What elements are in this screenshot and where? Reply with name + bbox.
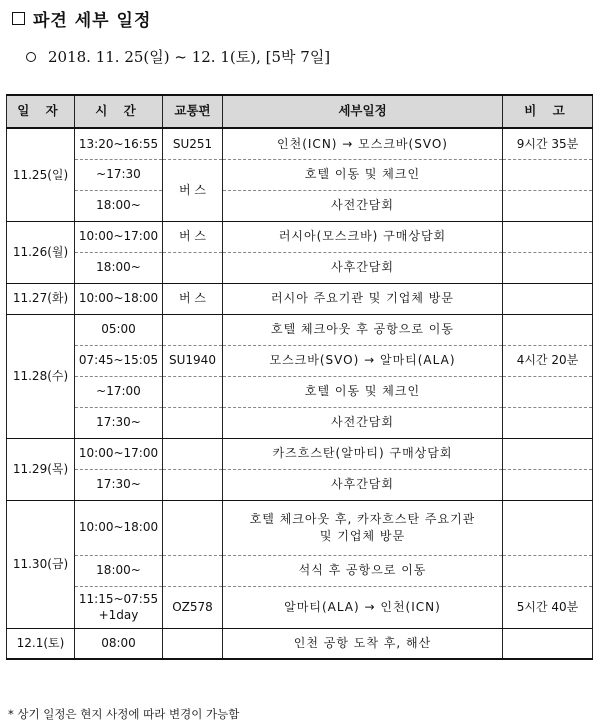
table-row [7, 314, 593, 345]
table-row [7, 128, 593, 159]
detail-cell: 사전간담회 [223, 407, 503, 438]
note-cell [503, 190, 593, 221]
table-row [7, 283, 593, 314]
time-cell: 11:15~07:55 +1day [75, 586, 163, 628]
time-cell: 10:00~18:00 [75, 500, 163, 555]
table-row [7, 500, 593, 555]
transport-cell [163, 314, 223, 345]
table-row [7, 555, 593, 586]
transport-cell: OZ578 [163, 586, 223, 628]
transport-cell [163, 500, 223, 555]
table-row [7, 345, 593, 376]
time-cell: ~17:30 [75, 159, 163, 190]
footnote: * 상기 일정은 현지 사정에 따라 변경이 가능함 [8, 707, 240, 721]
table-row [7, 628, 593, 659]
detail-cell: 카즈흐스탄(알마티) 구매상담회 [223, 438, 503, 469]
note-cell [503, 628, 593, 659]
detail-cell: 사후간담회 [223, 469, 503, 500]
transport-cell [163, 438, 223, 469]
note-cell: 9시간 35분 [503, 128, 593, 159]
transport-cell: SU1940 [163, 345, 223, 376]
section-title-text: 파견 세부 일정 [33, 11, 152, 31]
header-date: 일 자 [7, 95, 75, 128]
transport-cell [163, 407, 223, 438]
table-row [7, 376, 593, 407]
detail-cell: 모스크바(SVO) → 알마티(ALA) [223, 345, 503, 376]
time-cell: 13:20~16:55 [75, 128, 163, 159]
detail-cell: 석식 후 공항으로 이동 [223, 555, 503, 586]
square-bullet-icon [12, 12, 25, 25]
detail-cell: 인천 공항 도착 후, 해산 [223, 628, 503, 659]
table-row [7, 190, 593, 221]
detail-cell: 호텔 체크아웃 후 공항으로 이동 [223, 314, 503, 345]
table-row [7, 438, 593, 469]
transport-cell: 버 스 [163, 283, 223, 314]
date-cell: 11.29(목) [7, 438, 75, 500]
transport-cell [163, 628, 223, 659]
circle-bullet-icon [26, 52, 36, 62]
detail-cell: 러시아 주요기관 및 기업체 방문 [223, 283, 503, 314]
transport-cell: 버 스 [163, 159, 223, 221]
table-row [7, 407, 593, 438]
date-cell: 12.1(토) [7, 628, 75, 659]
detail-cell: 호텔 이동 및 체크인 [223, 376, 503, 407]
transport-cell: 버 스 [163, 221, 223, 252]
detail-cell: 인천(ICN) → 모스크바(SVO) [223, 128, 503, 159]
transport-cell [163, 252, 223, 283]
transport-cell: SU251 [163, 128, 223, 159]
transport-cell [163, 555, 223, 586]
note-cell: 5시간 40분 [503, 586, 593, 628]
note-cell [503, 555, 593, 586]
time-cell: 10:00~17:00 [75, 221, 163, 252]
time-cell: 18:00~ [75, 252, 163, 283]
note-cell: 4시간 20분 [503, 345, 593, 376]
note-cell [503, 221, 593, 252]
section-title [12, 6, 151, 31]
date-cell: 11.25(일) [7, 128, 75, 221]
time-cell: 18:00~ [75, 555, 163, 586]
date-cell: 11.28(수) [7, 314, 75, 438]
table-row [7, 586, 593, 628]
table-row [7, 221, 593, 252]
detail-cell: 알마티(ALA) → 인천(ICN) [223, 586, 503, 628]
note-cell [503, 407, 593, 438]
period-text: 2018. 11. 25(일) ~ 12. 1(토), [5박 7일] [48, 48, 331, 66]
time-cell: 18:00~ [75, 190, 163, 221]
note-cell [503, 469, 593, 500]
time-cell: 05:00 [75, 314, 163, 345]
time-cell: 17:30~ [75, 407, 163, 438]
detail-cell: 호텔 이동 및 체크인 [223, 159, 503, 190]
header-transport: 교통편 [163, 95, 223, 128]
note-cell [503, 500, 593, 555]
header-detail: 세부일정 [223, 95, 503, 128]
transport-cell [163, 376, 223, 407]
detail-cell: 사후간담회 [223, 252, 503, 283]
date-cell: 11.30(금) [7, 500, 75, 628]
period-line [26, 46, 330, 67]
note-cell [503, 314, 593, 345]
note-cell [503, 438, 593, 469]
schedule-table [6, 94, 593, 660]
date-cell: 11.27(화) [7, 283, 75, 314]
time-cell: 10:00~17:00 [75, 438, 163, 469]
time-cell: 07:45~15:05 [75, 345, 163, 376]
table-row [7, 159, 593, 190]
detail-cell: 사전간담회 [223, 190, 503, 221]
table-row [7, 252, 593, 283]
note-cell [503, 159, 593, 190]
detail-cell: 호텔 체크아웃 후, 카자흐스탄 주요기관 및 기업체 방문 [223, 500, 503, 555]
time-cell: ~17:00 [75, 376, 163, 407]
time-cell: 17:30~ [75, 469, 163, 500]
table-header-row [7, 95, 593, 128]
note-cell [503, 252, 593, 283]
table-body [7, 128, 593, 659]
header-time: 시 간 [75, 95, 163, 128]
time-cell: 08:00 [75, 628, 163, 659]
note-cell [503, 283, 593, 314]
note-cell [503, 376, 593, 407]
time-cell: 10:00~18:00 [75, 283, 163, 314]
transport-cell [163, 469, 223, 500]
header-note: 비 고 [503, 95, 593, 128]
detail-cell: 러시아(모스크바) 구매상담회 [223, 221, 503, 252]
date-cell: 11.26(월) [7, 221, 75, 283]
table-row [7, 469, 593, 500]
